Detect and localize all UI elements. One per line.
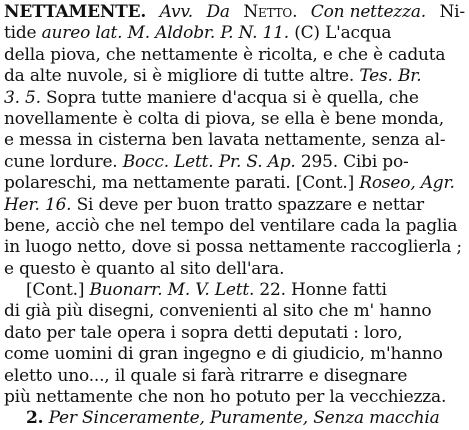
entry-text: come uomini di gran ingegno e di giudicio, m'hanno (4, 344, 443, 365)
entry-line-5 (4, 88, 465, 109)
citation: 3. 5. (4, 87, 41, 108)
entry-line-9 (4, 173, 465, 194)
citation: Buonarr. M. V. Lett. (89, 280, 255, 301)
entry-line-13 (4, 259, 465, 280)
entry-line-4 (4, 66, 465, 87)
citation: Bocc. Lett. Pr. S. Ap. (122, 151, 296, 172)
entry-line-8 (4, 152, 465, 173)
entry-text: tide (4, 23, 42, 44)
etymology-word: Netto. (243, 2, 298, 22)
entry-line-1 (4, 2, 465, 23)
citation: Her. 16. (4, 194, 72, 215)
entry-line-6 (4, 109, 465, 130)
entry-text: più nettamente che non ho potuto per la vecchiezza. (4, 387, 447, 408)
etymology-prefix: Da (206, 2, 230, 22)
citation: aureo lat. M. Aldobr. P. N. 11. (41, 23, 289, 44)
sense-number: 2. (26, 408, 44, 429)
entry-text: e questo è quanto al sito dell'ara. (4, 258, 285, 279)
citation: Tes. Br. (359, 66, 422, 87)
entry-text: 295. Cibi po- (295, 151, 409, 172)
entry-text: e messa in cisterna ben lavata nettamente, senza al- (4, 130, 446, 151)
entry-line-11 (4, 216, 465, 237)
entry-line-20 (4, 408, 465, 429)
sense-gloss: Per Sinceramente, Puramente, Senza macchia (43, 408, 440, 429)
entry-text: dato per tale opera i sopra detti deputati : loro, (4, 322, 403, 343)
entry-line-3 (4, 45, 465, 66)
entry-text: della piova, che nettamente è ricolta, e che è caduta (4, 44, 446, 65)
entry-line-19 (4, 387, 465, 408)
entry-line-14 (4, 280, 465, 301)
entry-text: novellamente è colta di piova, se ella è bene monda, (4, 108, 444, 129)
entry-text: eletto uno..., il quale si farà ritrarre e disegnare (4, 365, 408, 386)
part-of-speech: Avv. (159, 2, 193, 22)
entry-line-15 (4, 301, 465, 322)
headword: NETTAMENTE. (4, 2, 147, 22)
entry-text: 22. Honne fatti (254, 280, 387, 301)
entry-line-12 (4, 237, 465, 258)
entry-line-18 (4, 366, 465, 387)
entry-text: Si deve per buon tratto spazzare e nettar (71, 194, 424, 215)
entry-line-2 (4, 23, 465, 44)
gloss: Con nettezza. (310, 2, 426, 22)
entry-line-17 (4, 344, 465, 365)
entry-line-7 (4, 130, 465, 151)
entry-text: [Cont.] (26, 280, 90, 301)
entry-text: cune lordure. (4, 151, 123, 172)
entry-text: di già più disegni, convenienti al sito che m' hanno (4, 301, 432, 322)
entry-text: in luogo netto, dove si possa nettamente raccoglierla ; (4, 237, 462, 258)
entry-line-10 (4, 195, 465, 216)
entry-text: Sopra tutte maniere d'acqua si è quella, che (40, 87, 419, 108)
citation: Roseo, Agr. (359, 173, 455, 194)
entry-text: polareschi, ma nettamente parati. [Cont.] (4, 173, 360, 194)
entry-text: da alte nuvole, si è migliore di tutte altre. (4, 66, 360, 87)
entry-text: Ni- (439, 2, 465, 22)
entry-text: bene, acciò che nel tempo del ventilare cada la paglia (4, 215, 458, 236)
entry-line-16 (4, 323, 465, 344)
entry-text: (C) L'acqua (288, 23, 392, 44)
